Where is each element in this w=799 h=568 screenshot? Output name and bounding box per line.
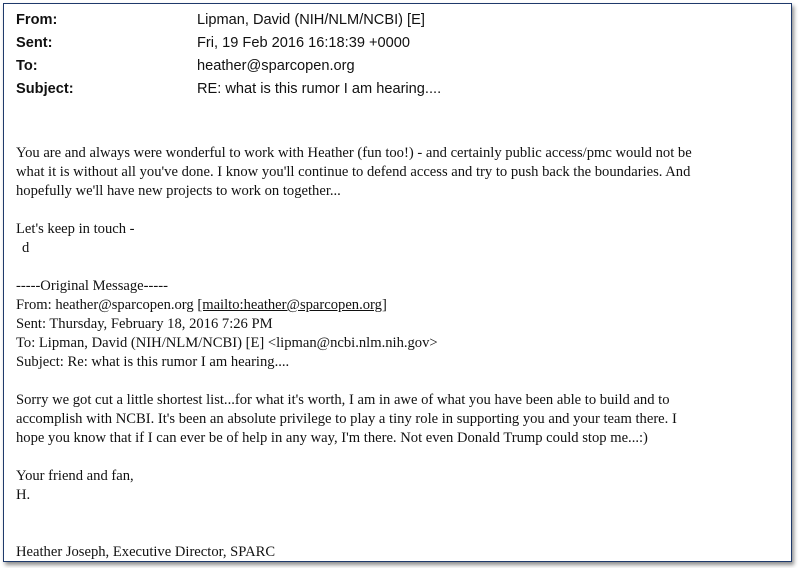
original-from-text: From: heather@sparcopen.org bbox=[16, 297, 198, 313]
original-initial: H. bbox=[16, 487, 31, 503]
sent-value: Fri, 19 Feb 2016 16:18:39 +0000 bbox=[197, 35, 410, 51]
sent-label: Sent: bbox=[16, 35, 53, 51]
original-line: accomplish with NCBI. It's been an absolute privilege to play a tiny role in supporting you and your team there. I bbox=[16, 411, 677, 427]
original-sent: Sent: Thursday, February 18, 2016 7:26 PM bbox=[16, 316, 273, 332]
reply-line: hopefully we'll have new projects to work on together... bbox=[16, 183, 341, 199]
email-document bbox=[3, 3, 792, 562]
reply-line: what it is without all you've done. I know you'll continue to defend access and try to push back the boundaries. And bbox=[16, 164, 691, 180]
original-line: hope you know that if I can ever be of help in any way, I'm there. Not even Donald Trump could stop me...:) bbox=[16, 430, 648, 446]
mailto-link[interactable]: [mailto:heather@sparcopen.org] bbox=[197, 297, 387, 313]
reply-closing: Let's keep in touch - bbox=[16, 221, 135, 237]
original-closing: Your friend and fan, bbox=[16, 468, 134, 484]
from-value: Lipman, David (NIH/NLM/NCBI) [E] bbox=[197, 12, 425, 28]
original-from bbox=[16, 296, 784, 315]
to-value: heather@sparcopen.org bbox=[197, 58, 355, 74]
original-line: Sorry we got cut a little shortest list...for what it's worth, I am in awe of what you have been able to build and to bbox=[16, 392, 670, 408]
reply-signature: d bbox=[22, 240, 30, 256]
subject-label: Subject: bbox=[16, 81, 74, 97]
from-label: From: bbox=[16, 12, 58, 28]
email-body bbox=[16, 144, 784, 562]
original-separator: -----Original Message----- bbox=[16, 278, 168, 294]
subject-value: RE: what is this rumor I am hearing.... bbox=[197, 81, 442, 97]
to-label: To: bbox=[16, 58, 38, 74]
reply-line: You are and always were wonderful to work with Heather (fun too!) - and certainly public access/pmc would not be bbox=[16, 145, 692, 161]
original-to: To: Lipman, David (NIH/NLM/NCBI) [E] <lipman@ncbi.nlm.nih.gov> bbox=[16, 335, 438, 351]
original-signature: Heather Joseph, Executive Director, SPARC bbox=[16, 544, 276, 560]
original-subject: Subject: Re: what is this rumor I am hearing.... bbox=[16, 354, 290, 370]
